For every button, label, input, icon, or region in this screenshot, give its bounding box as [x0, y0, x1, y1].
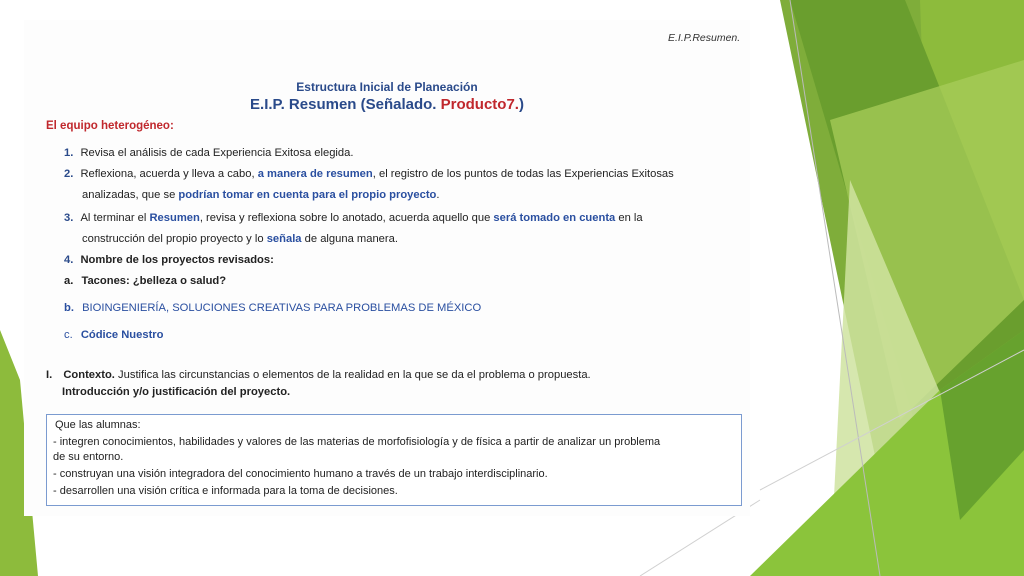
- step-text: Al terminar el: [80, 212, 150, 224]
- step-text: .: [436, 189, 440, 201]
- box-line: Que las alumnas:: [55, 419, 141, 431]
- project-item: [64, 275, 226, 287]
- subtitle-suffix: ): [518, 96, 524, 113]
- subtitle-product: Producto7.: [436, 96, 519, 113]
- box-line: - desarrollen una visión crítica e informada para la toma de decisiones.: [53, 485, 398, 497]
- step-4: [64, 254, 274, 266]
- document-page: [24, 20, 750, 516]
- step-text: , el registro de los puntos de todas las Experiencias Exitosas: [372, 168, 674, 180]
- step-3-continued: [82, 233, 398, 245]
- step-emphasis: a manera de resumen: [257, 168, 373, 180]
- doc-code-header: E.I.P.Resumen.: [668, 32, 741, 44]
- step-emphasis: señala: [266, 233, 302, 245]
- project-name: Tacones: ¿belleza o salud?: [81, 275, 227, 287]
- context-sub: Introducción y/o justificación del proyecto.: [62, 386, 291, 398]
- context-line: [46, 369, 591, 381]
- step-1: [64, 147, 353, 159]
- box-line: - integren conocimientos, habilidades y valores de las materias de morfofisiología y de física a partir de analizar un problema: [53, 436, 661, 448]
- step-text: Revisa el análisis de cada Experiencia Exitosa elegida.: [80, 147, 354, 159]
- step-number: 2.: [64, 168, 74, 180]
- step-3: [64, 212, 643, 224]
- step-2-continued: [82, 189, 440, 201]
- step-number: 1.: [64, 147, 74, 159]
- box-line: de su entorno.: [53, 451, 124, 463]
- step-text: en la: [615, 212, 643, 224]
- project-item: [64, 302, 481, 314]
- context-text: Justifica las circunstancias o elementos de la realidad en la que se da el problema o propuesta.: [114, 369, 591, 381]
- step-text: , revisa y reflexiona sobre lo anotado, acuerda aquello que: [199, 212, 494, 224]
- step-emphasis: podrían tomar en cuenta para el propio proyecto: [178, 189, 437, 201]
- step-text: Reflexiona, acuerda y lleva a cabo,: [80, 168, 258, 180]
- step-heading: Nombre de los proyectos revisados:: [80, 254, 274, 266]
- step-emphasis: será tomado en cuenta: [493, 212, 616, 224]
- step-number: 3.: [64, 212, 74, 224]
- project-letter: a.: [64, 275, 74, 287]
- step-text: analizadas, que se: [82, 189, 179, 201]
- step-emphasis: Resumen: [149, 212, 200, 224]
- step-number: 4.: [64, 254, 74, 266]
- step-text: construcción del propio proyecto y lo: [82, 233, 267, 245]
- team-heading: El equipo heterogéneo:: [46, 120, 174, 132]
- project-letter: c.: [64, 329, 73, 341]
- page-subtitle: [24, 96, 750, 113]
- page-title: Estructura Inicial de Planeación: [296, 80, 478, 94]
- project-letter: b.: [64, 302, 74, 314]
- project-name: BIOINGENIERÍA, SOLUCIONES CREATIVAS PARA PROBLEMAS DE MÉXICO: [82, 302, 482, 314]
- subtitle-prefix: E.I.P. Resumen (Señalado.: [250, 96, 437, 113]
- step-text: de alguna manera.: [301, 233, 398, 245]
- objectives-box: [46, 414, 742, 506]
- context-roman: I.: [46, 369, 53, 381]
- project-item: [64, 329, 164, 341]
- context-label: Contexto.: [63, 369, 115, 381]
- step-2: [64, 168, 674, 180]
- project-name: Códice Nuestro: [80, 329, 164, 341]
- box-line: - construyan una visión integradora del conocimiento humano a través de un trabajo interdisciplinario.: [53, 468, 548, 480]
